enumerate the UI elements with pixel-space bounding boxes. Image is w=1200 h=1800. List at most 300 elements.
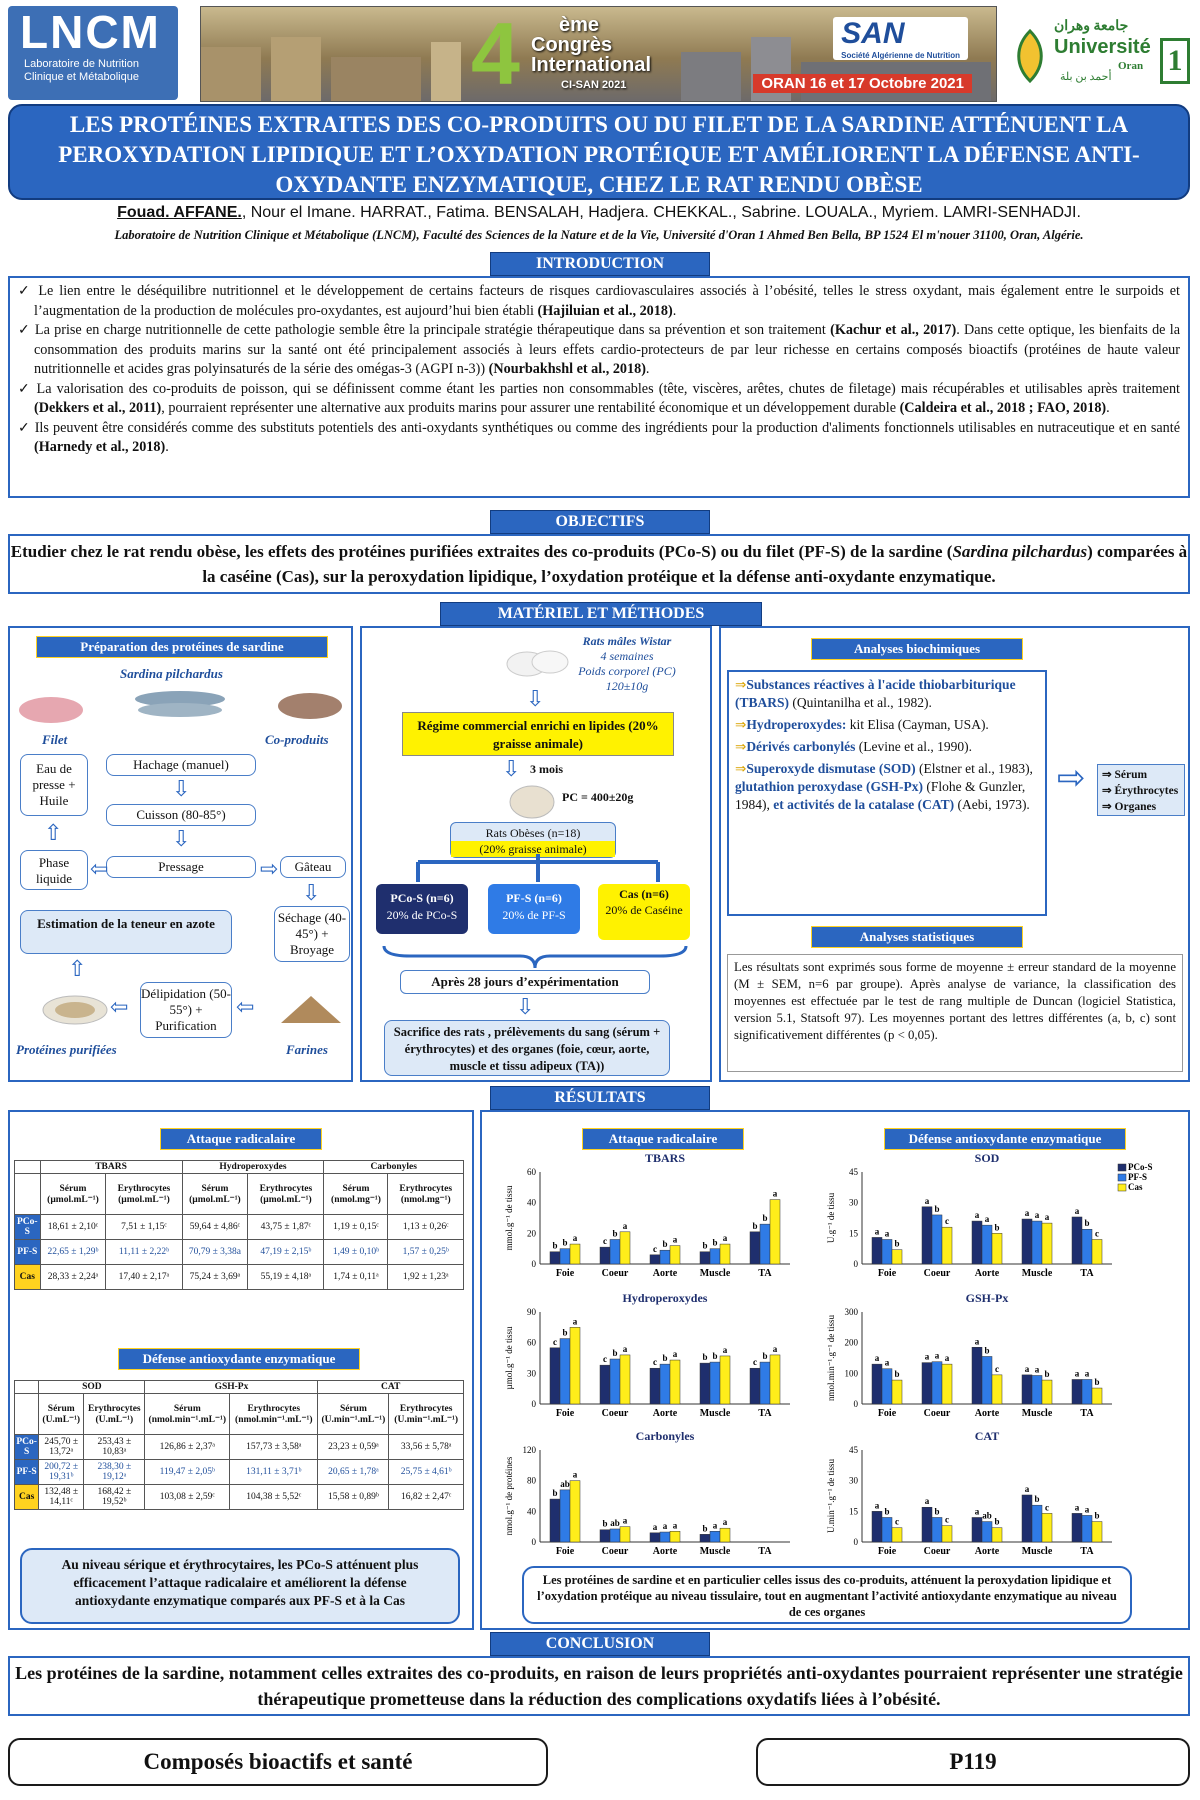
x-tick-label: Foie — [555, 1408, 575, 1419]
bar-PF-S-Aorte — [982, 1522, 992, 1542]
table-cell: 20,65 ± 1,78ᵃ — [318, 1460, 389, 1485]
table-col-row — [15, 1174, 464, 1215]
bio-hl: Superoxyde dismutase (SOD) — [746, 761, 916, 776]
prep-panel — [8, 626, 353, 1082]
congress-sup: ème — [559, 14, 600, 36]
intro-item: ✓ La prise en charge nutritionnelle de cette pathologie semble être la principale stratégie thérapeutique dans sa prévention et son traitement (Kachur et al., 2017). Dans cette optique, les bienfaits de la consommation des produits marins sur la santé ont été principalement associés à leurs effets cardio-protecteurs de par leur richesse en certains composés bioactifs (protéines de haute valeur nutritionnelle et acides gras polyinsaturés de la série des omégas-3 (AGPI n-3)) (Nourbakhshl et al., 2018). — [18, 322, 1180, 377]
phase-box: Phase liquide — [20, 850, 88, 890]
stat-text: Les résultats sont exprimés sous forme de moyenne ± erreur standard de la moyenne (M ± SEM, n=6 par groupe). Après analyse de variance, la classification des moyennes est effectuée par le test de rang multiple de Duncan (logiciel Statistica, version 5.1, Statsoft 97). Les moyennes portant des lettres différentes (a, b, c) sont significativement différentes (p < 0,05). — [727, 954, 1183, 1072]
arrow-down-icon: ⇩ — [302, 880, 321, 905]
bar-PF-S-Foie — [560, 1249, 570, 1264]
bar-PCo-S-TA — [750, 1368, 760, 1404]
sig-letter: c — [603, 1236, 607, 1247]
x-tick-label: Coeur — [601, 1408, 629, 1419]
y-axis-label: mmol.g⁻¹ de tissu — [504, 1185, 514, 1251]
bar-PF-S-Aorte — [660, 1250, 670, 1264]
y-tick-label: 100 — [844, 1368, 858, 1379]
gateau-box: Gâteau — [280, 856, 346, 878]
table-cell: 1,57 ± 0,25ᵇ — [388, 1240, 464, 1265]
table-corner — [15, 1381, 39, 1394]
results-heading: RÉSULTATS — [490, 1086, 710, 1110]
bar-PF-S-Foie — [560, 1490, 570, 1542]
sig-letter: b — [562, 1327, 568, 1338]
table-cell: 23,23 ± 0,59ᵃ — [318, 1435, 389, 1460]
results-charts — [482, 1148, 1188, 1568]
table-cell: 25,75 ± 4,61ᵇ — [389, 1460, 464, 1485]
sig-letter: a — [924, 1496, 930, 1507]
chart-0 — [504, 1151, 790, 1279]
intro-ref: (Kachur et al., 2017) — [830, 322, 957, 338]
bar-PCo-S-Muscle — [1022, 1219, 1032, 1264]
rats-age: 4 semaines — [600, 649, 654, 663]
y-tick-label: 300 — [844, 1307, 858, 1317]
hachage-box: Hachage (manuel) — [106, 754, 256, 776]
x-tick-label: Aorte — [974, 1408, 1000, 1419]
sig-letter: a — [772, 1343, 778, 1354]
congress-l2: International — [531, 54, 652, 76]
bar-Cas-Muscle — [1042, 1223, 1052, 1264]
bio-rest: (Quintanilha et al., 1982). — [789, 695, 932, 710]
bullet-icon: ⇒ — [735, 717, 747, 732]
x-tick-label: TA — [758, 1268, 772, 1279]
duration: 3 mois — [530, 762, 563, 776]
sig-letter: a — [722, 1233, 728, 1244]
sig-letter: b — [934, 1203, 940, 1214]
bar-PF-S-Coeur — [932, 1215, 942, 1264]
co-authors: , Nour el Imane. HARRAT., Fatima. BENSALAH, Hadjera. CHEKKAL., Sabrine. LOUALA., Myriem. LAMRI-SENHADJI. — [241, 204, 1081, 221]
bullet-icon: ⇒ — [735, 761, 747, 776]
congress-l3: CI-SAN 2021 — [561, 79, 627, 91]
sig-letter: ab — [560, 1478, 570, 1489]
table-cell: 1,74 ± 0,11ᵃ — [324, 1265, 388, 1290]
bio-item — [735, 738, 1039, 756]
group-cas — [598, 884, 690, 940]
bar-PCo-S-Coeur — [922, 1363, 932, 1404]
congress-banner — [200, 6, 997, 102]
y-tick-label: 60 — [527, 1167, 536, 1177]
sig-letter: c — [945, 1216, 949, 1227]
sig-letter: b — [1034, 1494, 1040, 1505]
prep-title: Préparation des protéines de sardine — [36, 636, 328, 658]
bar-Cas-Muscle — [720, 1356, 730, 1404]
table-cell: 1,49 ± 0,10ᵇ — [324, 1240, 388, 1265]
table-cell: 22,65 ± 1,29ᵇ — [40, 1240, 106, 1265]
bar-PF-S-Foie — [882, 1517, 892, 1542]
table-radical — [14, 1160, 464, 1290]
y-axis-label: µmol.g⁻¹ de tissu — [504, 1326, 514, 1390]
table-col-header: Erythrocytes (U.mL⁻¹) — [84, 1394, 145, 1435]
x-tick-label: Coeur — [923, 1268, 951, 1279]
bar-PF-S-Foie — [560, 1339, 570, 1404]
y-axis-label: U.min⁻¹.g⁻¹ de tissu — [826, 1459, 836, 1533]
intro-ref: (Dekkers et al., 2011) — [34, 400, 162, 416]
bullet-icon: ⇒ — [735, 739, 747, 754]
chart-title: SOD — [974, 1151, 1000, 1165]
intro-item: ✓ Ils peuvent être considérés comme des substituts potentiels des anti-oxydants synthétiques ou comme des ingrédients pour la production d'aliments fonctionnels utilisables en nutraceutique et en santé (Harnedy et al., 2018). — [18, 419, 1181, 455]
bar-Cas-Coeur — [942, 1364, 952, 1404]
legend-swatch — [1118, 1164, 1126, 1171]
sig-letter: a — [572, 1316, 578, 1327]
table-cell: 47,19 ± 2,15ᵇ — [248, 1240, 324, 1265]
bio-hl: et activités de la catalase (CAT) — [773, 797, 955, 812]
table-group-header: TBARS — [40, 1161, 182, 1174]
bar-PCo-S-TA — [1072, 1217, 1082, 1264]
lncm-logo — [8, 6, 178, 100]
group-cas-label: Cas (n=6) — [619, 887, 669, 901]
arrow-right-icon: ⇨ — [1057, 760, 1086, 797]
table-col-header: Sérum (µmol.mL⁻¹) — [182, 1174, 248, 1215]
sig-letter: a — [974, 1336, 980, 1347]
bar-PF-S-Muscle — [710, 1362, 720, 1404]
table-col-header: Sérum (U.min⁻¹.mL⁻¹) — [318, 1394, 389, 1435]
bar-PF-S-Foie — [882, 1239, 892, 1264]
arrow-up-icon: ⇧ — [68, 956, 87, 981]
intro-end: . — [645, 361, 650, 377]
group-pfs — [488, 884, 580, 934]
x-tick-label: TA — [1080, 1268, 1094, 1279]
sig-letter: c — [753, 1357, 757, 1368]
sig-letter: a — [722, 1344, 728, 1355]
sig-letter: a — [1074, 1502, 1080, 1513]
bio-rest: kit Elisa (Cayman, USA). — [846, 717, 989, 732]
objectifs-heading: OBJECTIFS — [490, 510, 710, 534]
sig-letter: b — [662, 1239, 668, 1250]
x-tick-label: TA — [1080, 1546, 1094, 1557]
arrow-left-icon: ⇦ — [110, 994, 129, 1019]
x-tick-label: Muscle — [1021, 1408, 1053, 1419]
bio-rest: (Aebi, 1973). — [954, 797, 1030, 812]
sig-letter: c — [995, 1363, 999, 1374]
univ-number: 1 — [1160, 38, 1190, 84]
bar-PCo-S-Coeur — [600, 1247, 610, 1264]
table-cell: 55,19 ± 4,18ᵃ — [248, 1265, 324, 1290]
x-tick-label: Foie — [555, 1268, 575, 1279]
table-cell: 104,38 ± 5,52ᶜ — [230, 1485, 318, 1510]
sig-letter: a — [572, 1469, 578, 1480]
y-tick-label: 30 — [527, 1368, 536, 1379]
conclusion-text: Les protéines de la sardine, notamment celles extraites des co-produits, en raison de leurs propriétés anti-oxydantes pourraient représenter une stratégie thérapeutique prometteuse dans la réduction des complications oxydatifs liées à l’obésité. — [8, 1656, 1190, 1716]
sample-item: ⇒ Organes — [1102, 801, 1157, 813]
bar-PCo-S-Foie — [550, 1252, 560, 1264]
table-cell: 28,33 ± 2,24ᵃ — [40, 1265, 106, 1290]
bar-PF-S-Aorte — [982, 1356, 992, 1404]
intro-ref: (Caldeira et al., 2018 ; FAO, 2018) — [899, 400, 1107, 416]
table-col-header: Erythrocytes (µmol.mL⁻¹) — [106, 1174, 182, 1215]
sechage-box: Séchage (40-45°) + Broyage — [274, 906, 350, 962]
intro-end: , pourraient représenter une alternative aux produits marins pour assurer une rentabilité économique et un développement durable — [161, 400, 900, 416]
bio-hl: glutathion peroxydase (GSH-Px) — [735, 779, 924, 794]
bar-PCo-S-Coeur — [922, 1507, 932, 1542]
bar-Cas-Muscle — [720, 1244, 730, 1264]
note-right: Les protéines de sardine et en particulier celles issus des co-produits, atténuent la peroxydation lipidique et l’oxydation protéique au niveau tissulaire, tout en augmentant l’activité antioxydante enzymatique au niveau de ces organes — [522, 1566, 1132, 1624]
brace-icon — [380, 942, 690, 972]
bio-item — [735, 760, 1039, 814]
pc400: PC = 400±20g — [562, 790, 634, 804]
bar-PCo-S-Muscle — [1022, 1375, 1032, 1404]
sig-letter: a — [924, 1351, 930, 1362]
sig-letter: a — [874, 1353, 880, 1364]
intro-end: . — [1106, 400, 1110, 416]
chart-4 — [826, 1291, 1112, 1419]
sample-serum: Sérum — [1114, 769, 1148, 781]
bio-item — [735, 716, 1039, 734]
eau-box: Eau de presse + Huile — [20, 754, 88, 816]
intro-end: . — [672, 302, 677, 319]
congress-text — [531, 15, 651, 95]
y-tick-label: 80 — [527, 1475, 536, 1486]
sig-letter: a — [1024, 1363, 1030, 1374]
bar-Cas-Aorte — [992, 1233, 1002, 1264]
coproduits-image — [275, 686, 345, 726]
table-col-header: Sérum (U.mL⁻¹) — [39, 1394, 84, 1435]
bar-PCo-S-Aorte — [972, 1221, 982, 1264]
group-pfs-label: PF-S (n=6) — [506, 891, 562, 905]
bar-Cas-Foie — [892, 1250, 902, 1264]
sig-letter: b — [762, 1351, 768, 1362]
branch-arrows-icon — [388, 852, 688, 888]
bar-Cas-Coeur — [620, 1527, 630, 1542]
rats-panel — [360, 626, 712, 1082]
bar-Cas-Aorte — [992, 1528, 1002, 1542]
bar-PF-S-Foie — [882, 1369, 892, 1404]
y-tick-label: 0 — [853, 1259, 858, 1269]
chart-title: GSH-Px — [965, 1291, 1009, 1305]
x-tick-label: TA — [758, 1546, 772, 1557]
bar-Cas-Muscle — [1042, 1513, 1052, 1542]
table-group-header: Hydroperoxydes — [182, 1161, 324, 1174]
sig-letter: a — [874, 1500, 880, 1511]
x-tick-label: Aorte — [974, 1546, 1000, 1557]
y-tick-label: 0 — [531, 1537, 536, 1547]
sig-letter: a — [884, 1228, 890, 1239]
sig-letter: a — [622, 1220, 628, 1231]
univ-city: Oran — [1118, 60, 1144, 72]
estimation-box: Estimation de la teneur en azote — [20, 910, 232, 954]
y-tick-label: 30 — [849, 1475, 858, 1486]
univ-ar: جامعة وهران — [1054, 19, 1129, 34]
table-cell: 11,11 ± 2,22ᵇ — [106, 1240, 182, 1265]
table-cell: 33,56 ± 5,78ᵃ — [389, 1435, 464, 1460]
san-sub: Société Algérienne de Nutrition — [841, 51, 960, 60]
delipidation-box: Délipidation (50-55°) + Purification — [140, 982, 232, 1038]
arrow-right-icon: ⇨ — [260, 856, 279, 881]
charts-left-title: Attaque radicalaire — [582, 1128, 744, 1150]
sig-letter: a — [1044, 1212, 1050, 1223]
table-row-label: PF-S — [15, 1240, 41, 1265]
congress-date: ORAN 16 et 17 Octobre 2021 — [753, 74, 972, 93]
sig-letter: b — [994, 1222, 1000, 1233]
univ-name: Université — [1054, 36, 1151, 58]
x-tick-label: Aorte — [652, 1268, 678, 1279]
y-tick-label: 200 — [844, 1337, 858, 1348]
x-tick-label: Coeur — [923, 1546, 951, 1557]
table-col-header: Sérum (µmol.mL⁻¹) — [40, 1174, 106, 1215]
sig-letter: b — [602, 1518, 608, 1529]
y-tick-label: 30 — [849, 1197, 858, 1208]
bar-PF-S-TA — [1082, 1515, 1092, 1542]
obeses-label: Rats Obèses (n=18) — [485, 826, 581, 840]
intro-item: ✓ La valorisation des co-produits de poisson, qui se définissent comme étant les parties non consommables (tête, viscères, arêtes, chutes de filetage) mais récupérables et utilisables après traitement (Dekkers et al., 2011), pourraient représenter une alternative aux produits marins pour assurer une rentabilité économique et un développement durable (Caldeira et al., 2018 ; FAO, 2018). — [18, 380, 1181, 416]
sig-letter: a — [1074, 1205, 1080, 1216]
intro-item: ✓ Le lien entre le déséquilibre nutritionnel et le développement de certains facteurs de risques cardiovasculaires associés à l’obésité, telles le stress oxydant, mais également entre le surpoids et l’augmentation de la production de molécules pro-oxydantes, est aujourd’hui bien établi (Hajiluian et al., 2018). — [18, 283, 1180, 319]
table-col-header: Erythrocytes (nmol.mg⁻¹) — [388, 1174, 464, 1215]
intro-text: Le lien entre le déséquilibre nutritionnel et le développement de certains facteurs de risques cardiovasculaires associés à l’obésité, telles le stress oxydant, mais également entre le surpoids et l’augmentation de la production de molécules pro-oxydantes, est aujourd’hui bien établi — [34, 283, 1180, 319]
table-cell: 126,86 ± 2,37ᵃ — [145, 1435, 230, 1460]
table-row — [15, 1485, 464, 1510]
bar-PF-S-Muscle — [710, 1531, 720, 1542]
table-enzymatic — [14, 1380, 464, 1510]
sig-letter: a — [974, 1506, 980, 1517]
sig-letter: c — [653, 1357, 657, 1368]
rats-title: Rats mâles Wistar — [582, 634, 672, 648]
sig-letter: b — [894, 1238, 900, 1249]
sig-letter: a — [984, 1214, 990, 1225]
sig-letter: c — [653, 1243, 657, 1254]
y-tick-label: 0 — [853, 1537, 858, 1547]
bar-PF-S-TA — [1082, 1229, 1092, 1264]
rats-pc: Poids corporel (PC) — [578, 664, 676, 678]
sig-letter: a — [1074, 1368, 1080, 1379]
congress-l1: Congrès — [531, 34, 613, 56]
arrow-down-icon: ⇩ — [172, 826, 191, 851]
sample-item: ⇒ Sérum — [1102, 769, 1148, 781]
table-row — [15, 1240, 464, 1265]
apres-box: Après 28 jours d’expérimentation — [400, 970, 650, 994]
sig-letter: b — [612, 1228, 618, 1239]
sig-letter: a — [1024, 1208, 1030, 1219]
sig-letter: a — [1024, 1483, 1030, 1494]
y-tick-label: 0 — [531, 1399, 536, 1409]
table-row — [15, 1215, 464, 1240]
sardine-image — [130, 684, 230, 724]
sig-letter: b — [994, 1516, 1000, 1527]
results-left-panel — [8, 1110, 474, 1630]
y-tick-label: 15 — [849, 1228, 858, 1239]
table-cell: 75,24 ± 3,69ᵃ — [182, 1265, 248, 1290]
sig-letter: b — [712, 1237, 718, 1248]
table-cell: 16,82 ± 2,47ᶜ — [389, 1485, 464, 1510]
sig-letter: a — [652, 1521, 658, 1532]
charts-right-title: Défense antioxydante enzymatique — [884, 1128, 1126, 1150]
bar-Cas-Coeur — [942, 1227, 952, 1264]
group-pcos — [376, 884, 468, 934]
intro-ref: (Hajiluian et al., 2018) — [537, 302, 673, 319]
table-cell: 1,13 ± 0,26ᶜ — [388, 1215, 464, 1240]
legend-swatch — [1118, 1174, 1126, 1181]
bar-PF-S-Coeur — [932, 1362, 942, 1404]
y-tick-label: 0 — [853, 1399, 858, 1409]
first-author: Fouad. AFFANE. — [117, 204, 242, 221]
sig-letter: b — [762, 1213, 768, 1224]
sig-letter: a — [974, 1210, 980, 1221]
legend-swatch — [1118, 1184, 1126, 1191]
bar-PF-S-Muscle — [1032, 1375, 1042, 1404]
bar-Cas-Coeur — [620, 1355, 630, 1404]
conclusion-heading: CONCLUSION — [490, 1632, 710, 1656]
sig-letter: c — [945, 1514, 949, 1525]
table-cell: 59,64 ± 4,86ᶜ — [182, 1215, 248, 1240]
bar-Cas-Foie — [892, 1380, 902, 1404]
table-cell: 132,48 ± 14,11ᶜ — [39, 1485, 84, 1510]
bar-Cas-Aorte — [670, 1360, 680, 1404]
bar-PCo-S-Aorte — [650, 1533, 660, 1542]
sig-letter: b — [712, 1351, 718, 1362]
proteines-image — [40, 988, 110, 1028]
x-tick-label: Muscle — [699, 1268, 731, 1279]
university-logo — [1010, 18, 1192, 90]
sig-letter: b — [552, 1240, 558, 1251]
bar-PCo-S-Muscle — [700, 1534, 710, 1542]
bar-PF-S-Muscle — [710, 1249, 720, 1264]
sig-letter: a — [924, 1195, 930, 1206]
y-tick-label: 45 — [849, 1167, 858, 1177]
bar-PF-S-Coeur — [610, 1529, 620, 1542]
table-corner — [15, 1394, 39, 1435]
table-group-row — [15, 1161, 464, 1174]
filet-image — [16, 690, 86, 730]
x-tick-label: TA — [1080, 1408, 1094, 1419]
x-tick-label: Foie — [555, 1546, 575, 1557]
y-axis-label: nmol.g⁻¹ de protéines — [504, 1456, 514, 1536]
table-col-header: Erythrocytes (nmol.min⁻¹.mL⁻¹) — [230, 1394, 318, 1435]
sig-letter: c — [895, 1516, 899, 1527]
sig-letter: c — [1045, 1502, 1049, 1513]
x-tick-label: Aorte — [652, 1408, 678, 1419]
bio-list — [727, 670, 1047, 916]
intro-text: Ils peuvent être considérés comme des substituts potentiels des anti-oxydants synthétiques ou comme des ingrédients pour la production d'aliments fonctionnels utilisables en nutraceutique et en santé — [34, 419, 1181, 436]
university-emblem-icon — [1010, 26, 1050, 86]
chart-title: Carbonyles — [635, 1429, 695, 1443]
table-cell: 17,40 ± 2,17ᵃ — [106, 1265, 182, 1290]
arrow-left-icon: ⇦ — [90, 856, 109, 881]
table-group-row — [15, 1381, 464, 1394]
bar-PCo-S-Coeur — [600, 1365, 610, 1404]
species-label: Sardina pilchardus — [120, 666, 223, 681]
sig-letter: b — [1094, 1510, 1100, 1521]
bar-PF-S-Aorte — [982, 1225, 992, 1264]
table-group-header: SOD — [39, 1381, 145, 1394]
x-tick-label: Foie — [877, 1546, 897, 1557]
table-cell: 15,58 ± 0,89ᵇ — [318, 1485, 389, 1510]
table-col-row — [15, 1394, 464, 1435]
group-pcos-diet: 20% de PCo-S — [386, 908, 458, 922]
bio-rest: (Levine et al., 1990). — [855, 739, 973, 754]
y-tick-label: 45 — [849, 1445, 858, 1455]
bar-PCo-S-Aorte — [650, 1255, 660, 1264]
bar-PCo-S-Foie — [550, 1348, 560, 1404]
table-row-label: PCo-S — [15, 1215, 41, 1240]
bar-Cas-Foie — [570, 1327, 580, 1404]
poster-title: LES PROTÉINES EXTRAITES DES CO-PRODUITS OU DU FILET DE LA SARDINE ATTÉNUENT LA PEROXYDATION LIPIDIQUE ET L’OXYDATION PROTÉIQUE ET AMÉLIORENT LA DÉFENSE ANTI-OXYDANTE ENZYMATIQUE, CHEZ LE RAT RENDU OBÈSE — [8, 104, 1190, 200]
chart-title: Hydroperoxydes — [622, 1291, 708, 1305]
bar-PF-S-TA — [760, 1362, 770, 1404]
y-tick-label: 40 — [527, 1506, 536, 1517]
sig-letter: a — [672, 1234, 678, 1245]
analysis-panel — [719, 626, 1190, 1082]
group-pcos-label: PCo-S (n=6) — [390, 891, 454, 905]
sig-letter: b — [702, 1523, 708, 1534]
lncm-logo-text: LNCM — [20, 6, 161, 58]
bar-PF-S-Coeur — [932, 1517, 942, 1542]
sig-letter: b — [1094, 1377, 1100, 1388]
bar-Cas-Foie — [892, 1528, 902, 1542]
objective-text — [8, 534, 1190, 594]
objective-species: Sardina pilchardus — [952, 542, 1088, 561]
sig-letter: a — [662, 1521, 668, 1532]
table-group-header: CAT — [318, 1381, 464, 1394]
chart-title: CAT — [974, 1429, 1000, 1443]
table-corner — [15, 1161, 41, 1174]
